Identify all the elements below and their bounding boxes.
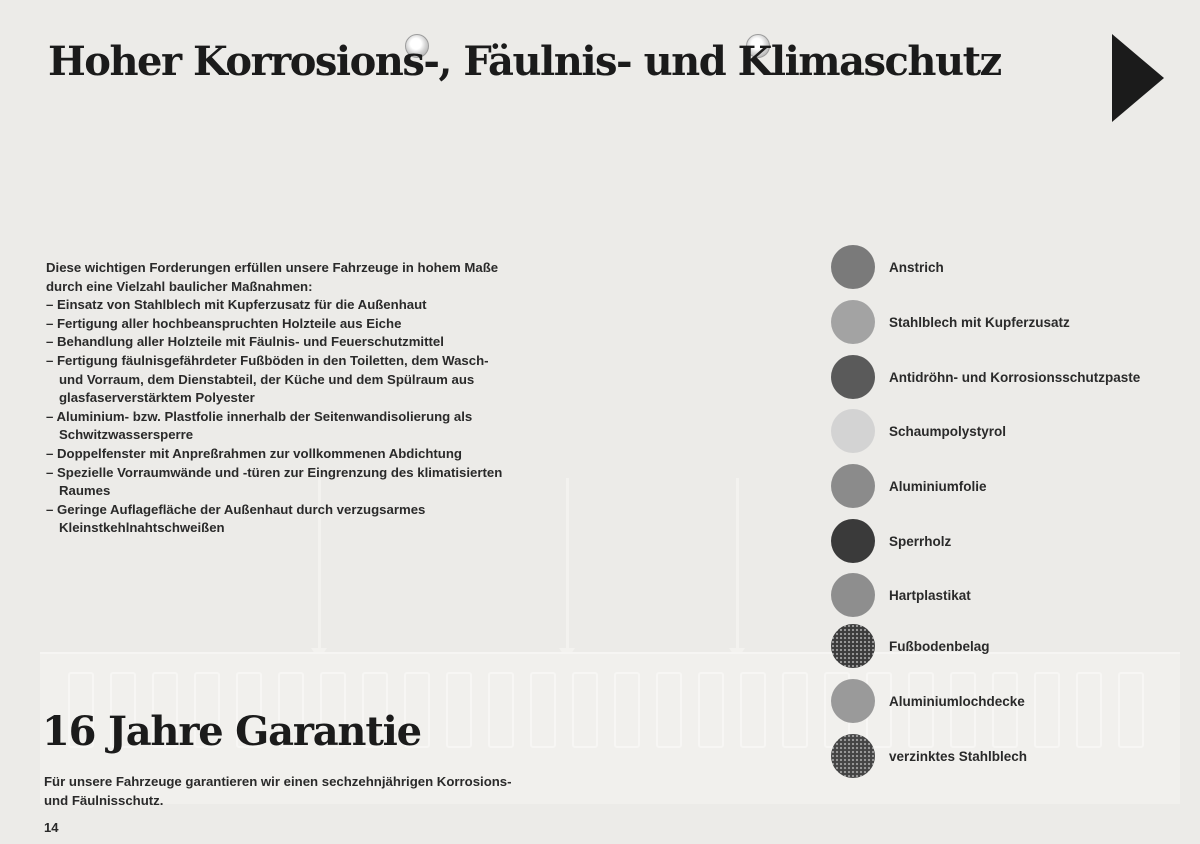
legend-label: Antidröhn- und Korrosionsschutzpaste: [889, 369, 1141, 385]
guarantee-text: Für unsere Fahrzeuge garantieren wir einen sechzehnjährigen Korrosions- und Fäulnisschutz.: [44, 774, 512, 808]
wagon-window: [698, 672, 724, 748]
wagon-window: [656, 672, 682, 748]
list-item: – Spezielle Vorraumwände und -türen zur Eingrenzung des klimatisierten Raumes: [46, 464, 516, 501]
bg-arrow-line: [736, 478, 739, 654]
legend-swatch: [831, 573, 875, 617]
legend-label: Fußbodenbelag: [889, 638, 990, 654]
legend-swatch: [831, 519, 875, 563]
legend-swatch: [831, 300, 875, 344]
intro-lead: Diese wichtigen Forderungen erfüllen unsere Fahrzeuge in hohem Maße durch eine Vielzahl baulicher Maßnahmen:: [46, 260, 499, 294]
legend-item: [831, 573, 971, 617]
legend-label: verzinktes Stahlblech: [889, 748, 1028, 764]
wagon-window: [488, 672, 514, 748]
legend-item: [831, 734, 1027, 778]
wagon-window: [782, 672, 808, 748]
legend-item: [831, 624, 990, 668]
list-item: – Geringe Auflagefläche der Außenhaut durch verzugsarmes Kleinstkehlnahtschweißen: [46, 501, 516, 538]
legend-swatch: [831, 624, 875, 668]
legend-label: Stahlblech mit Kupferzusatz: [889, 314, 1070, 330]
list-item: – Fertigung aller hochbeanspruchten Holzteile aus Eiche: [46, 315, 516, 334]
legend-item: [831, 355, 1140, 399]
legend-swatch: [831, 734, 875, 778]
legend-label: Anstrich: [889, 259, 944, 275]
legend-item: [831, 409, 1006, 453]
page-title: Hoher Korrosions-, Fäulnis- und Klimaschutz: [48, 38, 1001, 85]
guarantee-title: 16 Jahre Garantie: [42, 708, 421, 755]
list-item: – Behandlung aller Holzteile mit Fäulnis- und Feuerschutzmittel: [46, 333, 516, 352]
legend-label: Aluminiumfolie: [889, 478, 987, 494]
legend-item: [831, 679, 1025, 723]
legend-item: [831, 300, 1070, 344]
legend-label: Sperrholz: [889, 533, 952, 549]
legend-item: [831, 245, 944, 289]
list-item: – Fertigung fäulnisgefährdeter Fußböden in den Toiletten, dem Wasch- und Vorraum, dem Dienstabteil, der Küche und dem Spülraum aus glasfaserverstärktem Polyester: [46, 352, 516, 408]
legend-swatch: [831, 355, 875, 399]
wagon-window: [740, 672, 766, 748]
legend-swatch: [831, 409, 875, 453]
page-number: 14: [44, 820, 59, 835]
legend-item: [831, 519, 951, 563]
legend-swatch: [831, 245, 875, 289]
legend-label: Schaumpolystyrol: [889, 423, 1007, 439]
legend-swatch: [831, 464, 875, 508]
wagon-window: [572, 672, 598, 748]
bg-arrow-line: [566, 478, 569, 654]
legend-item: [831, 464, 987, 508]
wagon-window: [614, 672, 640, 748]
list-item: – Aluminium- bzw. Plastfolie innerhalb der Seitenwandisolierung als Schwitzwassersperre: [46, 408, 516, 445]
material-legend: [831, 0, 1191, 844]
list-item: – Doppelfenster mit Anpreßrahmen zur vollkommenen Abdichtung: [46, 445, 516, 464]
legend-label: Hartplastikat: [889, 587, 971, 603]
measures-list: [46, 296, 516, 538]
wagon-window: [530, 672, 556, 748]
intro-text: [46, 259, 516, 538]
wagon-window: [446, 672, 472, 748]
legend-label: Aluminiumlochdecke: [889, 693, 1025, 709]
list-item: – Einsatz von Stahlblech mit Kupferzusatz für die Außenhaut: [46, 296, 516, 315]
legend-swatch: [831, 679, 875, 723]
